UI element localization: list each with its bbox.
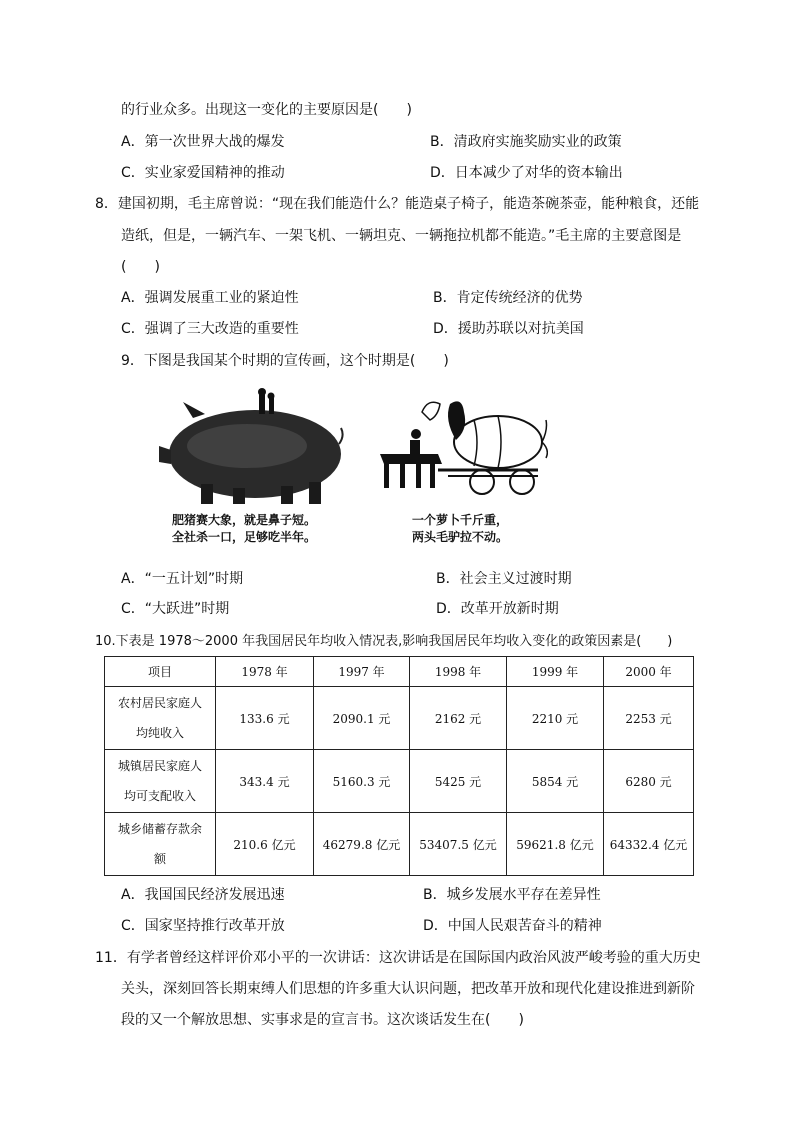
q11-stem-line-3: 段的又一个解放思想、实事求是的宣言书。这次谈话发生在( ) (121, 1012, 524, 1028)
table-cell: 5160.3 元 (314, 750, 410, 813)
table-row (105, 687, 694, 750)
q7-option-b[interactable]: B．清政府实施奖励实业的政策 (430, 134, 622, 150)
table-header-cell: 2000 年 (604, 657, 694, 687)
row-label-cell (105, 687, 216, 750)
q8-option-c[interactable]: C．强调了三大改造的重要性 (121, 321, 299, 337)
q7-option-a[interactable]: A．第一次世界大战的爆发 (121, 134, 285, 150)
table-cell: 210.6 亿元 (216, 813, 314, 876)
table-header-cell: 1978 年 (216, 657, 314, 687)
q8-stem-line-1: 8．建国初期，毛主席曾说：“现在我们能造什么？能造桌子椅子，能造茶碗茶壶，能种粮食，还能 (95, 196, 700, 212)
row-label-line: 城镇居民家庭人 (117, 759, 202, 773)
table-header-cell: 1999 年 (507, 657, 604, 687)
q7-option-d[interactable]: D．日本减少了对华的资本输出 (430, 165, 623, 181)
q9-option-b[interactable]: B．社会主义过渡时期 (436, 571, 572, 587)
table-cell: 53407.5 亿元 (410, 813, 507, 876)
q10-option-a[interactable]: A．我国国民经济发展迅速 (121, 887, 285, 903)
radish-caption-line-1: 一个萝卜千斤重， (412, 513, 509, 527)
q11-stem-line-1: 11．有学者曾经这样评价邓小平的一次讲话：这次讲话是在国际国内政治风波严峻考验的重大历史 (95, 950, 701, 966)
table-cell: 5425 元 (410, 750, 507, 813)
table-cell: 2253 元 (604, 687, 694, 750)
q7-option-c[interactable]: C．实业家爱国精神的推动 (121, 165, 285, 181)
row-label-cell (105, 813, 216, 876)
table-header-row (105, 657, 694, 687)
table-cell: 2090.1 元 (314, 687, 410, 750)
table-row (105, 813, 694, 876)
income-table (104, 656, 694, 876)
q10-option-d[interactable]: D．中国人民艰苦奋斗的精神 (423, 918, 602, 934)
table-header-cell: 项目 (105, 657, 216, 687)
table-cell: 46279.8 亿元 (314, 813, 410, 876)
row-label-line: 均纯收入 (135, 726, 184, 740)
table-cell: 59621.8 亿元 (507, 813, 604, 876)
q8-option-b[interactable]: B．肯定传统经济的优势 (433, 290, 583, 306)
q9-option-c[interactable]: C．“大跃进”时期 (121, 601, 230, 617)
propaganda-radish-cart-image (378, 390, 548, 508)
q8-stem-line-3: ( ) (121, 259, 160, 275)
row-label-line: 均可支配收入 (123, 789, 196, 803)
q8-option-d[interactable]: D．援助苏联以对抗美国 (433, 321, 584, 337)
table-cell: 64332.4 亿元 (604, 813, 694, 876)
table-cell: 133.6 元 (216, 687, 314, 750)
q9-option-a[interactable]: A．“一五计划”时期 (121, 571, 244, 587)
q9-option-d[interactable]: D．改革开放新时期 (436, 601, 559, 617)
q10-stem: 10.下表是 1978～2000 年我国居民年均收入情况表,影响我国居民年均收入变化的政策因素是( ) (95, 634, 673, 649)
table-cell: 5854 元 (507, 750, 604, 813)
table-cell: 6280 元 (604, 750, 694, 813)
radish-caption-line-2: 两头毛驴拉不动。 (412, 530, 509, 544)
q7-stem-continuation: 的行业众多。出现这一变化的主要原因是( ) (121, 102, 412, 118)
row-label-line: 城乡储蓄存款余 (117, 822, 202, 836)
row-label-cell (105, 750, 216, 813)
q8-option-a[interactable]: A．强调发展重工业的紧迫性 (121, 290, 299, 306)
q8-stem-line-2: 造纸，但是，一辆汽车、一架飞机、一辆坦克、一辆拖拉机都不能造。”毛主席的主要意图是 (121, 228, 682, 244)
q10-option-b[interactable]: B．城乡发展水平存在差异性 (423, 887, 601, 903)
q10-option-c[interactable]: C．国家坚持推行改革开放 (121, 918, 285, 934)
table-cell: 343.4 元 (216, 750, 314, 813)
table-cell: 2162 元 (410, 687, 507, 750)
row-label-line: 农村居民家庭人 (117, 696, 202, 710)
propaganda-pig-image (155, 388, 345, 506)
table-header-cell: 1998 年 (410, 657, 507, 687)
table-header-cell: 1997 年 (314, 657, 410, 687)
pig-caption-line-1: 肥猪赛大象，就是鼻子短。 (172, 513, 317, 527)
row-label-line: 额 (153, 852, 166, 866)
q9-stem: 9．下图是我国某个时期的宣传画，这个时期是( ) (121, 353, 449, 369)
pig-caption-line-2: 全社杀一口，足够吃半年。 (172, 530, 317, 544)
table-row (105, 750, 694, 813)
q11-stem-line-2: 关头，深刻回答长期束缚人们思想的许多重大认识问题，把改革开放和现代化建设推进到新阶 (121, 981, 695, 997)
table-cell: 2210 元 (507, 687, 604, 750)
